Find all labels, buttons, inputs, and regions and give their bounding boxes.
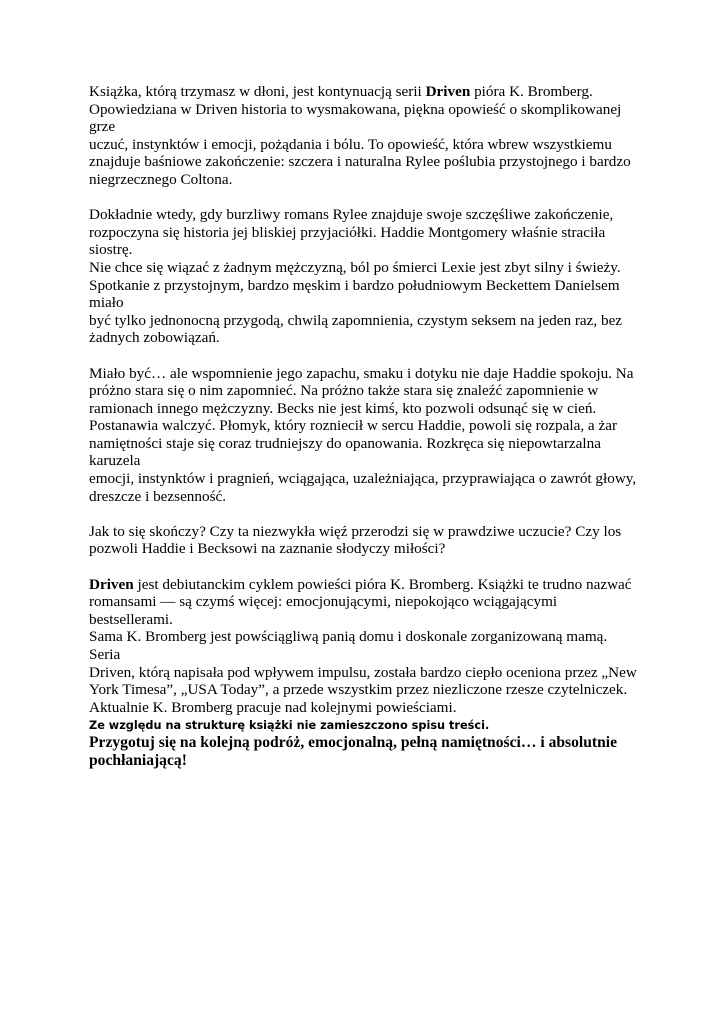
paragraph-author-text: jest debiutanckim cyklem powieści pióra K. Bromberg. Książki te trudno nazwać romansami — są czymś więcej: emocjonującymi, niepokojąco wciągającymi bestsellerami. Sama K. Bromberg jest powściągliwą panią domu i doskonale zorganizowaną mamą. Seria Driven, którą napisała pod wpływem impulsu, została bardzo ciepło oceniona przez „New York Timesa”, „USA Today”, a przede wszystkim przez niezliczone rzesze czytelniczek. Aktualnie K. Bromberg pracuje nad kolejnymi powieściami. [89,575,637,716]
series-title-bold: Driven [425,83,471,100]
book-blurb [89,83,641,771]
toc-note: Ze względu na strukturę książki nie zamieszczono spisu treści. [89,719,490,732]
closing-headline: Przygotuj się na kolejną podróż, emocjonalną, pełną namiętności… i absolutnie pochłaniającą! [89,733,618,770]
paragraph-intro-text-a: Książka, którą trzymasz w dłoni, jest kontynuacją serii [89,83,426,100]
paragraph-questions: Jak to się skończy? Czy ta niezwykła więź przerodzi się w prawdziwe uczucie? Czy los pozwoli Haddie i Becksowi na zaznanie słodyczy miłości? [89,522,622,558]
series-title-bold-2: Driven [89,575,134,593]
paragraph-haddie: Dokładnie wtedy, gdy burzliwy romans Rylee znajduje swoje szczęśliwe zakończenie, rozpoczyna się historia jej bliskiej przyjaciółki. Haddie Montgomery właśnie straciła siostrę. Nie chce się wiązać z żadnym mężczyzną, ból po śmierci Lexie jest zbyt silny i świeży. Spotkanie z przystojnym, bardzo męskim i bardzo południowym Beckettem Danielsem miało być tylko jednonocną przygodą, chwilą zapomnienia, czystym seksem na jeden raz, bez żadnych zobowiązań. [89,206,623,347]
paragraph-intro-text-b: pióra K. Bromberg. Opowiedziana w Driven historia to wysmakowana, piękna opowieść o skomplikowanej grze uczuć, instynktów i emocji, pożądania i bólu. To opowieść, która wbrew wszystkiemu znajduje baśniowe zakończenie: szczera i naturalna Rylee poślubia przystojnego i bardzo niegrzecznego Coltona. [89,83,631,188]
paragraph-intro [89,83,641,189]
paragraph-author [89,576,641,717]
paragraph-becks: Miało być… ale wspomnienie jego zapachu, smaku i dotyku nie daje Haddie spokoju. Na próżno stara się o nim zapomnieć. Na próżno także stara się znaleźć zapomnienie w ramionach innego mężczyzny. Becks nie jest kimś, kto pozwoli odsunąć się w cień. Postanawia walczyć. Płomyk, który rozniecił w sercu Haddie, powoli się rozpala, a żar namiętności staje się coraz trudniejszy do opanowania. Rozkręca się niepowtarzalna karuzela emocji, instynktów i pragnień, wciągająca, uzależniająca, przyprawiająca o zawrót głowy, dreszcze i bezsenność. [89,364,637,505]
